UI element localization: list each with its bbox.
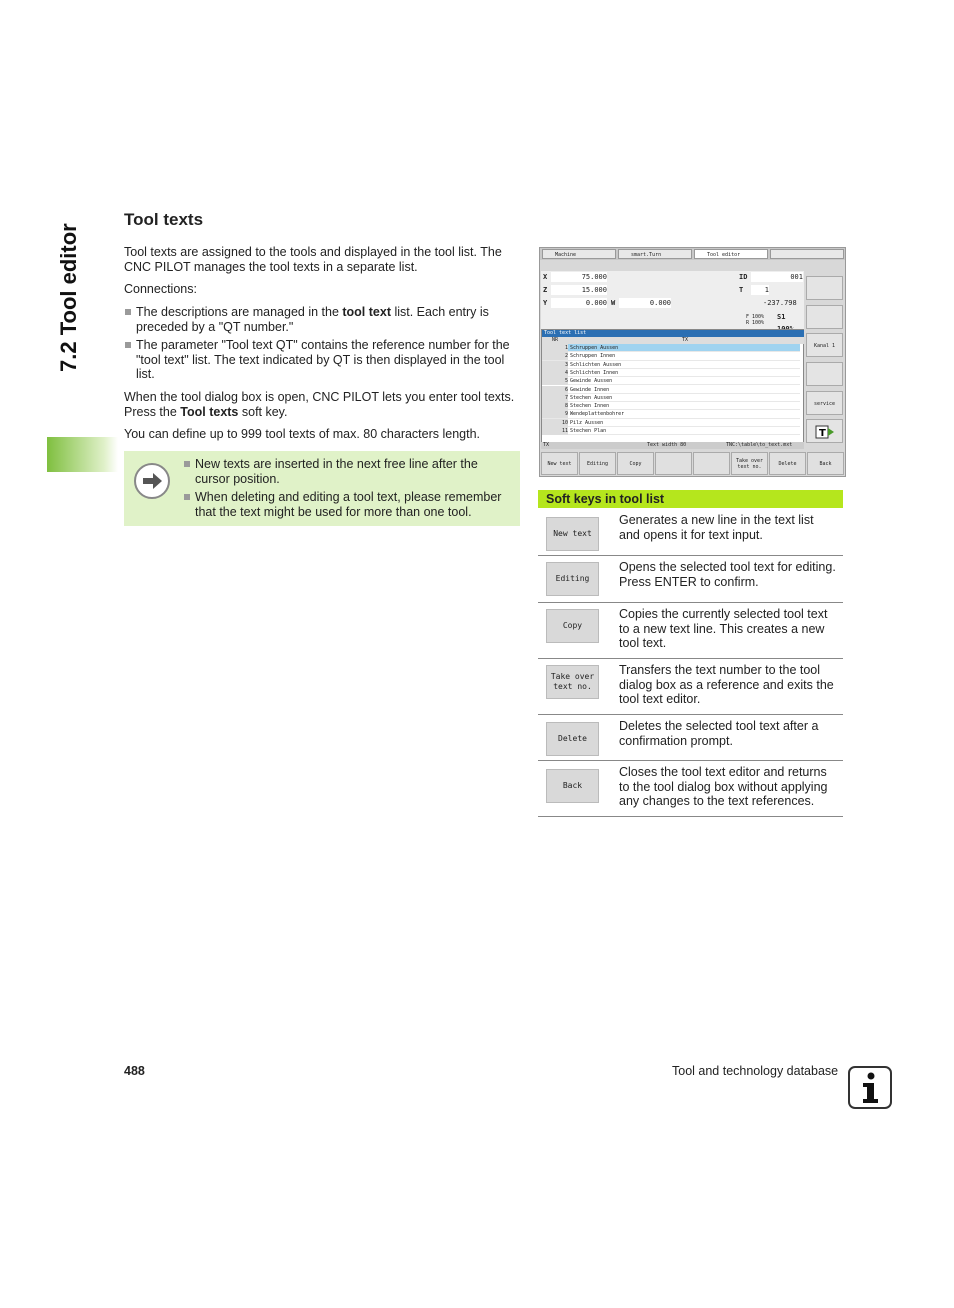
arrow-right-icon [134,463,170,499]
list-item-text: Schruppen Aussen [570,345,619,351]
chapter-tab-marker [47,437,118,472]
key-take-over-text-no: Take over text no. [546,665,599,699]
list-status-bar: TX Text width 80 TNC:\table\to_text.mxt [541,442,804,449]
side-softkey-2[interactable] [806,305,843,329]
key-editing: Editing [546,562,599,596]
section-title: Tool texts [124,210,204,229]
bullet-marker [184,461,190,467]
mode-tabs [540,248,845,260]
softkey-take-over[interactable]: Take over text no. [731,452,768,475]
list-item-text: Wendeplattenbohrer [570,411,625,418]
softkey-empty-5[interactable] [693,452,730,475]
table-row [538,715,843,761]
softkey-editing[interactable]: Editing [579,452,616,475]
key-back: Back [546,769,599,803]
list-item-nr: 5 [542,377,568,385]
list-item-nr: 7 [542,394,568,402]
list-item-nr: 6 [542,386,568,394]
dro-row-rapid: R 100% [746,320,765,326]
row-description: Deletes the selected tool text after a confirmation prompt. [619,719,819,748]
side-softkey-tool-icon[interactable] [806,419,843,443]
dro-row-y: Y 0.000 W 0.000 -237.798 [543,299,797,307]
list-item[interactable] [542,361,800,369]
note-bullet: When deleting and editing a tool text, please remember that the text might be used for more than one tool. [195,490,513,519]
softkey-back[interactable]: Back [807,452,844,475]
list-item[interactable] [542,410,800,418]
dro-row-z: Z 15.000 T 1 [543,286,769,294]
svg-text:T: T [818,428,826,439]
page-number: 488 [124,1064,145,1078]
tool-t-icon [815,425,835,439]
limit-paragraph: You can define up to 999 tool texts of max. 80 characters length. [124,427,481,441]
list-item-nr: 9 [542,410,568,418]
chapter-footer: Tool and technology database [672,1064,839,1078]
list-column-header: NR TX [542,337,804,344]
key-delete: Delete [546,722,599,756]
list-item-nr: 11 [542,427,568,435]
key-copy: Copy [546,609,599,643]
list-item-nr: 4 [542,369,568,377]
list-item-nr: 8 [542,402,568,410]
dro-row-feed: F 100% S1 [746,313,786,321]
list-item[interactable] [542,427,800,435]
row-description: Closes the tool text editor and returns to the tool dialog box without applying any changes to the text references. [619,765,828,808]
list-item-text: Pilz Aussen [570,419,604,426]
list-item[interactable] [542,419,800,427]
dialog-paragraph: When the tool dialog box is open, CNC PILOT lets you enter tool texts. Press the Tool texts soft key. [124,390,515,419]
list-item-text: Stechen Aussen [570,394,613,401]
table-row [538,761,843,817]
list-item[interactable] [542,386,800,394]
key-new-text: New text [546,517,599,551]
list-item-nr: 3 [542,361,568,369]
row-description: Copies the currently selected tool text to a new text line. This creates a new tool text. [619,607,828,650]
cnc-screenshot [539,247,846,477]
softkey-new-text[interactable]: New text [541,452,578,475]
table-row [538,556,843,603]
side-softkey-4[interactable] [806,362,843,386]
list-title: Tool text list [542,330,804,337]
softkey-empty-4[interactable] [655,452,692,475]
list-item-nr: 10 [542,419,568,427]
bullet-qt-parameter: The parameter "Tool text QT" contains the reference number for the "tool text" list. The text indicated by QT is then displayed in the tool list. [136,338,520,382]
bullet-marker [184,494,190,500]
list-item[interactable] [542,369,800,377]
tab-tool-editor[interactable]: Tool editor [694,249,768,259]
list-item[interactable] [542,352,800,360]
list-item-text: Schruppen Innen [570,353,616,360]
softkey-copy[interactable]: Copy [617,452,654,475]
intro-paragraph: Tool texts are assigned to the tools and displayed in the tool list. The CNC PILOT manages the tool texts in a separate list. [124,245,502,274]
bullet-marker [125,309,131,315]
list-item[interactable] [542,377,800,385]
connections-label: Connections: [124,282,197,296]
side-chapter-title: 7.2 Tool editor [56,223,81,372]
list-item-text: Stechen Plan [570,428,607,434]
bullet-tool-text-list: The descriptions are managed in the tool text list. Each entry is preceded by a "QT number." [136,305,520,334]
list-item-nr: 1 [542,344,568,352]
tool-text-list [541,329,804,443]
table-row [538,603,843,659]
table-row [538,659,843,715]
list-item-text: Schlichten Aussen [570,361,622,368]
tab-extra[interactable] [770,249,844,259]
note-box [124,451,520,526]
side-softkey-1[interactable] [806,276,843,300]
softkey-bar [540,452,845,476]
softkey-delete[interactable]: Delete [769,452,806,475]
softkey-table-title: Soft keys in tool list [546,492,665,506]
vertical-softkeys [806,276,844,446]
table-row [538,508,843,556]
row-description: Opens the selected tool text for editing. Press ENTER to confirm. [619,560,836,589]
tab-machine[interactable]: Machine [542,249,616,259]
side-softkey-service[interactable]: service [806,391,843,415]
info-icon [848,1066,892,1109]
list-item[interactable] [542,394,800,402]
list-item[interactable] [542,402,800,410]
position-display [541,271,804,329]
list-item-text: Gewinde Aussen [570,378,613,385]
softkey-table-header [538,490,843,508]
list-item-nr: 2 [542,352,568,360]
side-softkey-kanal[interactable]: Kanal 1 [806,333,843,357]
bullet-marker [125,342,131,348]
list-item-text: Stechen Innen [570,403,610,410]
list-item-text: Gewinde Innen [570,386,610,393]
dro-row-x: X 75.000 ID 001 [543,273,803,281]
row-description: Generates a new line in the text list and opens it for text input. [619,513,814,542]
list-item-text: Schlichten Innen [570,369,619,376]
tab-smart-turn[interactable]: smart.Turn [618,249,692,259]
list-item[interactable] [542,344,800,352]
note-bullet: New texts are inserted in the next free line after the cursor position. [195,457,513,486]
row-description: Transfers the text number to the tool dialog box as a reference and exits the tool text editor. [619,663,834,706]
